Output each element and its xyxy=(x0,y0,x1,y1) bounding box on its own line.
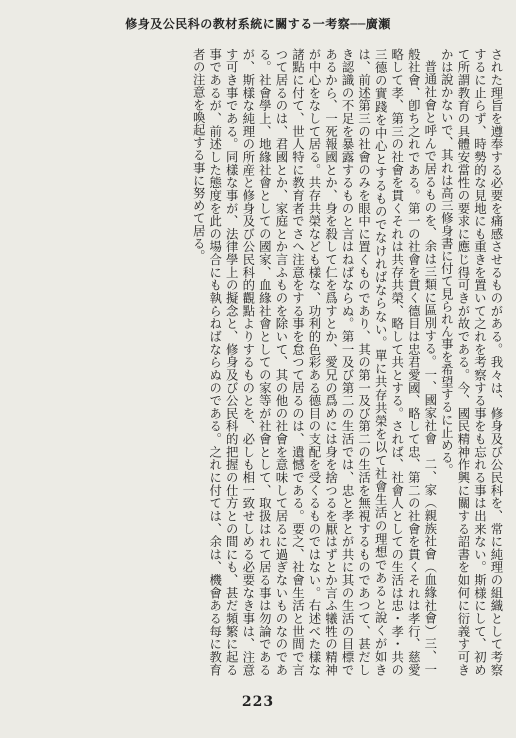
page-number: 223 xyxy=(241,694,275,710)
running-header: 修身及公民科の教材系統に關する一考察──廣瀬 xyxy=(125,17,391,31)
body-text xyxy=(16,48,504,676)
paragraph-2: 普通社會と呼んで居るものを、余は三類に區別する。一、國家社會 二、家（親族社會（血緣社會）三、一般社會、卽ち之れである。第一の社會を貫く德目は忠君愛國、略して忠、第二の社會を貫くそれは孝行、慈愛略して孝、第三の社會を貫くそれは共存共榮、略して共とする。されば、社會人としての生活は忠・孝・共の三德の實踐を中心とするものでなければならない。單に共存共榮を以て社會生活の理想であると說くが如きは、前述第三の社會のみを眼中に置くものであり、其の第一及び第二の生活を無視するものであつて、甚だしき認識の不足を暴露するものと言はねばならぬ。第一及び第二の生活では、忠と孝とが共に其の生活の目標であるから、一死報國とか、身を殺して仁を爲すとか、愛兄の爲めには身を捨つるを厭はずとか言ふ犧牲の精神が中心をなして居る。共存共榮なども樣な、功利的色彩ある德目の支配を受くるものではない。右述べた樣な諸點に付て、世人特に教育者でさへ注意をする事を怠つて居るのは、遺憾である。要之、社會生活と世間で言つて居るのは、君國とか、家庭とか言ふものを除いて、其の他の社會を意味して居るに過ぎないものなのである。社會學上、地緣社會としての國家、血緣社會としての家等が社會として、取扱はれて居る事は勿論であるが、斯樣な純理の所産と修身及び公民科的觀點よりするものとを、必しも相一致せしめる必要なき事は、注意す可き事である。同樣な事が、法律學上の擬念と、修身及び公民科的把握の仕方との間にも、甚だ頻繁に起る事であるが、前述した態度を此の場合にも執らねばならぬのである。之れに付ては、余は、機會ある每に教育者の注意を喚起する事に努めて居る。 xyxy=(191,48,438,676)
paragraph-1: された理旨を遵奉する必要を痛感させるものがある。我々は、修身及び公民科を、常に純理の組織として考察するに止らず、時勢的な見地にも重きを置いて之れを考察する事をも忘れる事は出来ない。斯様にして、初めて所謂教育の具體安當性の要求に應じ得可きが故である。今、國民精神作興に關する詔書を如何に衍義す可きかは說かないで、其れは高三修身書に付て見られん事を希望するに止める。 xyxy=(439,48,504,676)
